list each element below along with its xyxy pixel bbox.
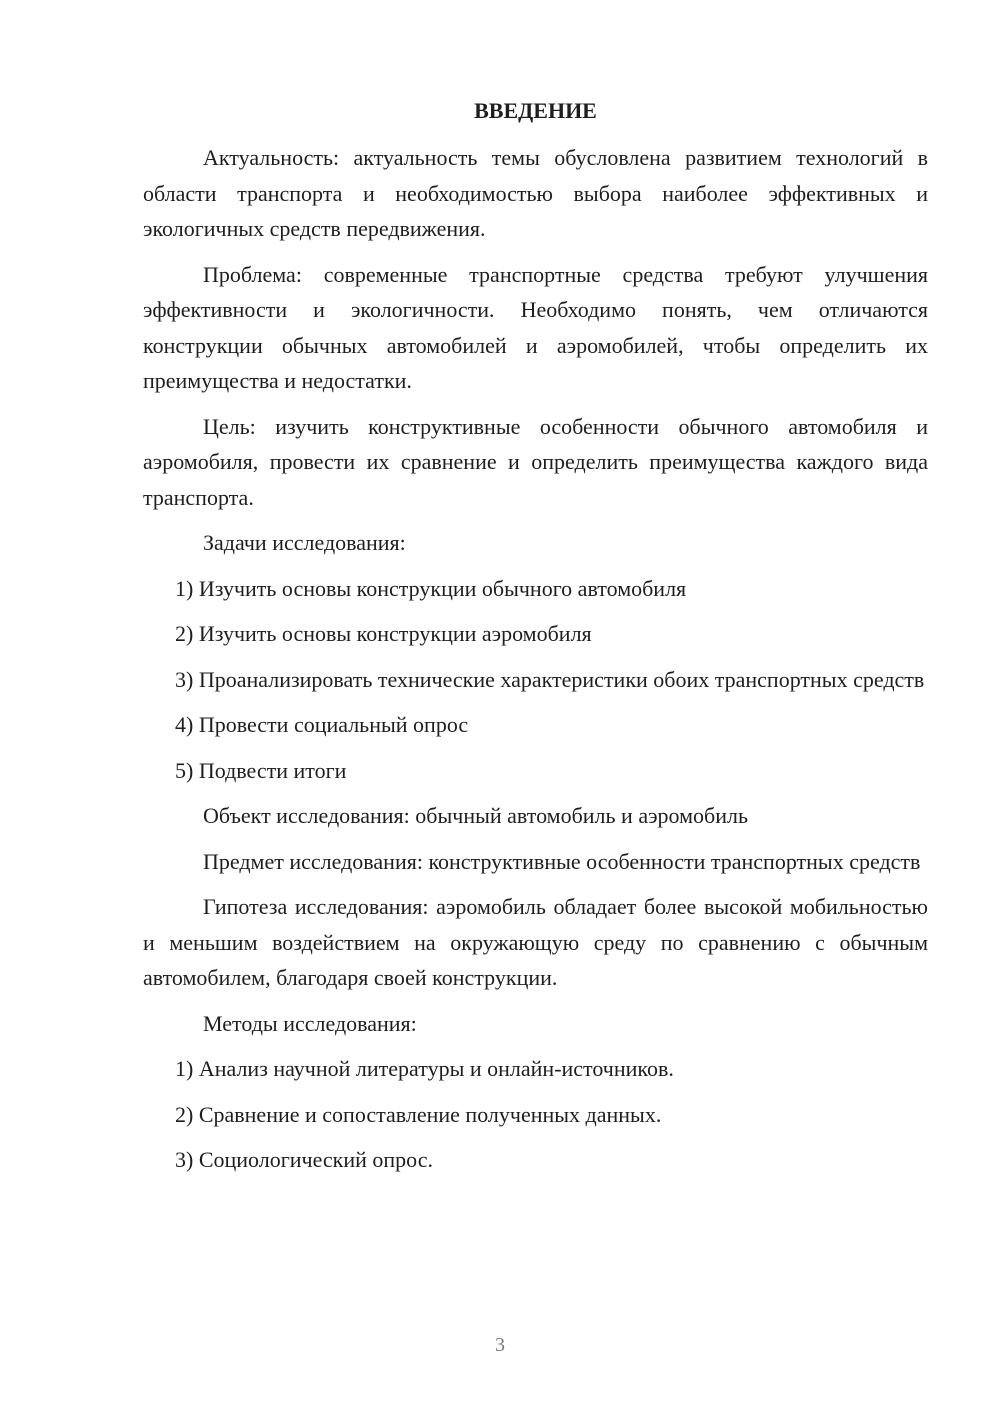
document-page [143, 96, 928, 1188]
paragraph-tasks-heading: Задачи исследования: [203, 530, 406, 555]
paragraph-object: Объект исследования: обычный автомобиль и аэромобиль [203, 803, 749, 828]
task-item-1: 1) Изучить основы конструкции обычного автомобиля [175, 575, 687, 601]
method-item-3: 3) Социологический опрос. [175, 1147, 433, 1172]
paragraph-subject: Предмет исследования: конструктивные особенности транспортных средств [203, 848, 921, 874]
page-title: ВВЕДЕНИЕ [474, 98, 597, 123]
method-item-2: 2) Сравнение и сопоставление полученных данных. [175, 1101, 662, 1127]
paragraph-hypothesis: Гипотеза исследования: аэромобиль обладает более высокой мобильностью и меньшим воздействием на окружающую среду по сравнению с обычным автомобилем, благодаря своей конструкции. [143, 894, 928, 990]
task-item-3: 3) Проанализировать технические характеристики обоих транспортных средств [175, 666, 925, 692]
task-item-4: 4) Провести социальный опрос [175, 712, 469, 737]
paragraph-methods-heading: Методы исследования: [203, 1010, 417, 1036]
method-item-1: 1) Анализ научной литературы и онлайн-источников. [175, 1056, 674, 1081]
task-item-2: 2) Изучить основы конструкции аэромобиля [175, 621, 592, 646]
task-item-5: 5) Подвести итоги [175, 757, 347, 783]
page-number: 3 [495, 1334, 505, 1356]
paragraph-relevance: Актуальность: актуальность темы обусловлена развитием технологий в области транспорта и необходимостью выбора наиболее эффективных и экологичных средств передвижения. [143, 145, 928, 241]
paragraph-problem: Проблема: современные транспортные средства требуют улучшения эффективности и экологичности. Необходимо понять, чем отличаются конструкции обычных автомобилей и аэромобилей, чтобы определить их преимущества и недостатки. [143, 261, 928, 393]
paragraph-goal: Цель: изучить конструктивные особенности обычного автомобиля и аэромобиля, провести их сравнение и определить преимущества каждого вида транспорта. [143, 413, 928, 510]
